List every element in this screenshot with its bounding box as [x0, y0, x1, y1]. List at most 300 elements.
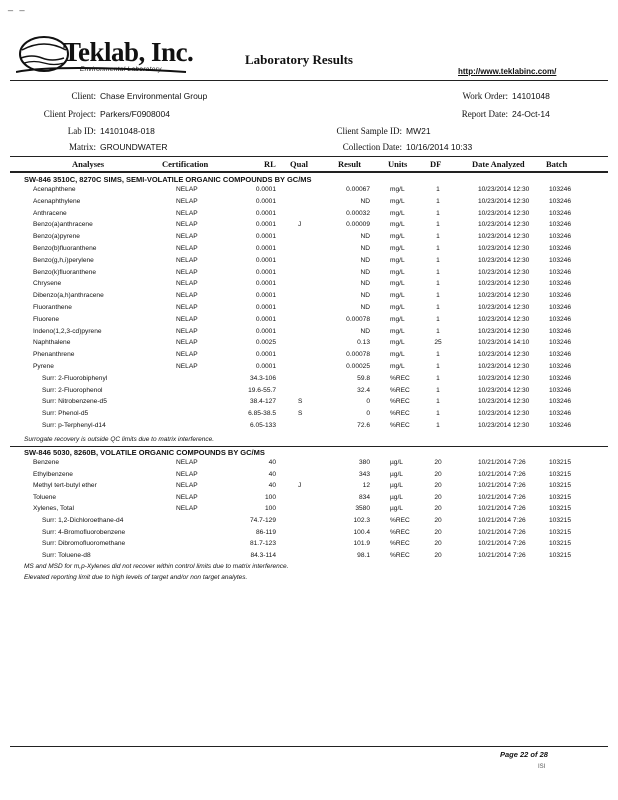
units-cell: mg/L — [390, 209, 405, 217]
units-cell: %REC — [390, 422, 410, 429]
df-cell: 1 — [436, 363, 440, 370]
units-cell: mg/L — [390, 233, 405, 241]
analyte-cell: Xylenes, Total — [33, 505, 74, 513]
units-cell: %REC — [390, 398, 410, 406]
batch-cell: 103246 — [549, 197, 572, 205]
batch-cell: 103246 — [549, 410, 572, 418]
certification-cell: NELAP — [176, 209, 198, 217]
rl-cell: 19.6-55.7 — [248, 386, 276, 394]
table-row — [0, 459, 618, 471]
rl-cell: 0.0001 — [255, 351, 276, 359]
certification-cell: NELAP — [176, 268, 198, 276]
certification-cell: NELAP — [176, 493, 198, 501]
rl-cell: 0.0001 — [255, 256, 276, 264]
col-units: Units — [388, 159, 408, 169]
df-cell: 1 — [436, 410, 440, 418]
units-cell: mg/L — [390, 221, 405, 229]
rl-cell: 86-119 — [255, 528, 276, 536]
analyte-cell: Benzo(a)pyrene — [33, 233, 80, 241]
units-cell: %REC — [390, 551, 410, 559]
column-header-top-rule — [10, 156, 608, 157]
rl-cell: 0.0001 — [255, 221, 276, 229]
col-df: DF — [430, 159, 442, 169]
col-batch: Batch — [546, 159, 568, 169]
df-cell: 20 — [434, 551, 442, 559]
df-cell: 1 — [436, 268, 440, 276]
date-analyzed-cell: 10/21/2014 7:26 — [478, 551, 526, 559]
units-cell: mg/L — [390, 304, 405, 311]
batch-cell: 103246 — [549, 315, 572, 323]
batch-cell: 103246 — [549, 280, 572, 288]
rl-cell: 0.0001 — [255, 304, 276, 311]
df-cell: 25 — [434, 339, 442, 347]
df-cell: 20 — [434, 470, 442, 478]
analyte-cell: Surr: 2-Fluorophenol — [42, 386, 103, 394]
table-row — [0, 316, 618, 328]
units-cell: mg/L — [390, 339, 405, 347]
date-analyzed-cell: 10/23/2014 12:30 — [478, 186, 530, 193]
date-analyzed-cell: 10/21/2014 7:26 — [478, 517, 526, 524]
df-cell: 1 — [436, 186, 440, 193]
batch-cell: 103246 — [549, 292, 572, 300]
col-date-analyzed: Date Analyzed — [472, 159, 525, 169]
analyte-cell: Surr: Nitrobenzene-d5 — [42, 398, 107, 406]
date-analyzed-cell: 10/23/2014 12:30 — [478, 398, 530, 406]
rl-cell: 6.05-133 — [249, 422, 276, 429]
analyte-cell: Dibenzo(a,h)anthracene — [33, 292, 104, 300]
certification-cell: NELAP — [176, 363, 198, 370]
analyte-cell: Benzo(k)fluoranthene — [33, 268, 97, 276]
result-cell: 0.00032 — [346, 209, 370, 217]
result-cell: ND — [360, 197, 370, 205]
units-cell: µg/L — [390, 459, 403, 466]
batch-cell: 103215 — [549, 540, 572, 548]
certification-cell: NELAP — [176, 186, 198, 193]
batch-cell: 103246 — [549, 422, 572, 429]
matrix-label: Matrix: — [69, 142, 96, 152]
rl-cell: 38.4-127 — [249, 398, 276, 406]
units-cell: µg/L — [390, 505, 403, 513]
result-cell: 98.1 — [357, 551, 370, 559]
date-analyzed-cell: 10/21/2014 7:26 — [478, 493, 526, 501]
df-cell: 1 — [436, 197, 440, 205]
analyte-cell: Phenanthrene — [33, 351, 75, 359]
date-analyzed-cell: 10/21/2014 7:26 — [478, 470, 526, 478]
result-cell: 380 — [358, 459, 370, 466]
result-cell: 102.3 — [353, 517, 370, 524]
batch-cell: 103246 — [549, 351, 572, 359]
analyte-cell: Ethylbenzene — [33, 470, 73, 478]
date-analyzed-cell: 10/23/2014 12:30 — [478, 245, 530, 252]
units-cell: %REC — [390, 386, 410, 394]
rl-cell: 0.0001 — [255, 268, 276, 276]
certification-cell: NELAP — [176, 327, 198, 335]
analyte-cell: Toluene — [33, 493, 57, 501]
date-analyzed-cell: 10/23/2014 12:30 — [478, 292, 530, 300]
date-analyzed-cell: 10/23/2014 12:30 — [478, 351, 530, 359]
result-cell: 32.4 — [357, 386, 370, 394]
table-row — [0, 304, 618, 316]
rl-cell: 0.0025 — [255, 339, 276, 347]
df-cell: 20 — [434, 482, 442, 490]
units-cell: %REC — [390, 410, 410, 418]
df-cell: 1 — [436, 256, 440, 264]
result-cell: ND — [360, 256, 370, 264]
result-cell: 72.6 — [357, 422, 370, 429]
date-analyzed-cell: 10/23/2014 14:10 — [478, 339, 530, 347]
batch-cell: 103246 — [549, 221, 572, 229]
rl-cell: 0.0001 — [255, 209, 276, 217]
analyte-cell: Acenaphthene — [33, 186, 76, 193]
result-cell: ND — [360, 245, 370, 252]
surrogate-row — [0, 410, 618, 422]
result-cell: 343 — [358, 470, 370, 478]
certification-cell: NELAP — [176, 351, 198, 359]
table-row — [0, 221, 618, 233]
batch-cell: 103246 — [549, 339, 572, 347]
rl-cell: 0.0001 — [255, 197, 276, 205]
df-cell: 1 — [436, 374, 440, 382]
certification-cell: NELAP — [176, 233, 198, 241]
date-analyzed-cell: 10/23/2014 12:30 — [478, 327, 530, 335]
date-analyzed-cell: 10/23/2014 12:30 — [478, 422, 530, 429]
client-sample-id-value: MW21 — [406, 126, 431, 136]
rl-cell: 0.0001 — [255, 245, 276, 252]
df-cell: 20 — [434, 505, 442, 513]
certification-cell: NELAP — [176, 459, 198, 466]
table-row — [0, 257, 618, 269]
collection-date-value: 10/16/2014 10:33 — [406, 142, 473, 152]
df-cell: 1 — [436, 327, 440, 335]
units-cell: mg/L — [390, 327, 405, 335]
logo-name: Teklab, Inc. — [63, 37, 194, 67]
df-cell: 20 — [434, 517, 442, 524]
page-title: Laboratory Results — [245, 52, 353, 67]
batch-cell: 103215 — [549, 470, 572, 478]
table-row — [0, 328, 618, 340]
date-analyzed-cell: 10/21/2014 7:26 — [478, 459, 526, 466]
result-cell: 0 — [366, 398, 370, 406]
result-cell: 100.4 — [353, 528, 370, 536]
batch-cell: 103246 — [549, 268, 572, 276]
units-cell: mg/L — [390, 197, 405, 205]
surrogate-row — [0, 529, 618, 541]
rl-cell: 40 — [268, 470, 276, 478]
units-cell: mg/L — [390, 256, 405, 264]
df-cell: 1 — [436, 221, 440, 229]
result-cell: 3580 — [355, 505, 370, 513]
table-row — [0, 482, 618, 494]
rl-cell: 0.0001 — [255, 233, 276, 241]
qual-cell: S — [298, 398, 303, 406]
work-order-value: 14101048 — [512, 91, 550, 101]
analyte-cell: Fluorene — [33, 315, 60, 323]
result-cell: 0.00009 — [346, 221, 370, 229]
table-row — [0, 280, 618, 292]
batch-cell: 103215 — [549, 551, 572, 559]
units-cell: mg/L — [390, 363, 405, 370]
df-cell: 20 — [434, 493, 442, 501]
rl-cell: 40 — [268, 459, 276, 466]
analyte-cell: Methyl tert-butyl ether — [33, 482, 97, 490]
result-cell: 0.00067 — [346, 186, 370, 193]
batch-cell: 103246 — [549, 256, 572, 264]
table-row — [0, 233, 618, 245]
analyte-cell: Benzene — [33, 459, 60, 466]
date-analyzed-cell: 10/21/2014 7:26 — [478, 482, 526, 490]
date-analyzed-cell: 10/21/2014 7:26 — [478, 528, 526, 536]
result-cell: 0 — [366, 410, 370, 418]
footer-rule — [10, 746, 608, 747]
batch-cell: 103246 — [549, 245, 572, 252]
analyte-cell: Surr: Phenol-d5 — [42, 410, 89, 418]
result-cell: 0.00078 — [346, 315, 370, 323]
analyte-cell: Acenaphthylene — [33, 197, 81, 205]
date-analyzed-cell: 10/23/2014 12:30 — [478, 209, 530, 217]
date-analyzed-cell: 10/21/2014 7:26 — [478, 505, 526, 513]
batch-cell: 103246 — [549, 398, 572, 406]
units-cell: mg/L — [390, 351, 405, 359]
table-row — [0, 186, 618, 198]
batch-cell: 103246 — [549, 186, 572, 193]
table-row — [0, 351, 618, 363]
certification-cell: NELAP — [176, 256, 198, 264]
certification-cell: NELAP — [176, 280, 198, 288]
result-cell: 0.13 — [357, 339, 370, 347]
table-row — [0, 471, 618, 483]
rl-cell: 0.0001 — [255, 315, 276, 323]
df-cell: 1 — [436, 280, 440, 288]
surrogate-row — [0, 422, 618, 434]
date-analyzed-cell: 10/23/2014 12:30 — [478, 233, 530, 241]
analyte-cell: Naphthalene — [33, 339, 71, 347]
rl-cell: 0.0001 — [255, 363, 276, 370]
matrix-value: GROUNDWATER — [100, 142, 168, 152]
page-number: Page 22 of 28 — [500, 750, 548, 759]
website-link[interactable]: http://www.teklabinc.com/ — [458, 67, 557, 76]
lab-id-label: Lab ID: — [67, 126, 96, 136]
units-cell: mg/L — [390, 186, 405, 193]
rl-cell: 100 — [264, 505, 276, 513]
batch-cell: 103215 — [549, 459, 572, 466]
date-analyzed-cell: 10/23/2014 12:30 — [478, 386, 530, 394]
collection-date-label: Collection Date: — [342, 142, 402, 152]
result-cell: 59.8 — [357, 374, 370, 382]
date-analyzed-cell: 10/23/2014 12:30 — [478, 410, 530, 418]
batch-cell: 103246 — [549, 386, 572, 394]
section-divider — [10, 446, 608, 447]
analyte-cell: Surr: p-Terphenyl-d14 — [42, 422, 106, 429]
table-row — [0, 198, 618, 210]
table-row — [0, 245, 618, 257]
units-cell: %REC — [390, 540, 410, 548]
date-analyzed-cell: 10/23/2014 12:30 — [478, 374, 530, 382]
rl-cell: 74.7-129 — [249, 517, 276, 524]
section-title-svoc: SW-846 3510C, 8270C SIMS, SEMI-VOLATILE ORGANIC COMPOUNDS BY GC/MS — [24, 175, 312, 184]
rl-cell: 34.3-106 — [249, 374, 276, 382]
batch-cell: 103215 — [549, 528, 572, 536]
client-project-label: Client Project: — [43, 109, 96, 119]
surrogate-row — [0, 540, 618, 552]
rl-cell: 81.7-123 — [249, 540, 276, 548]
certification-cell: NELAP — [176, 292, 198, 300]
batch-cell: 103215 — [549, 517, 572, 524]
batch-cell: 103246 — [549, 374, 572, 382]
df-cell: 1 — [436, 398, 440, 406]
result-cell: ND — [360, 327, 370, 335]
certification-cell: NELAP — [176, 304, 198, 311]
batch-cell: 103246 — [549, 327, 572, 335]
certification-cell: NELAP — [176, 470, 198, 478]
voc-note-1: MS and MSD for m,p-Xylenes did not recover within control limits due to matrix interference. — [24, 563, 289, 570]
certification-cell: NELAP — [176, 197, 198, 205]
client-label: Client: — [71, 91, 96, 101]
units-cell: mg/L — [390, 245, 405, 252]
table-row — [0, 210, 618, 222]
result-cell: 0.00078 — [346, 351, 370, 359]
batch-cell: 103215 — [549, 505, 572, 513]
top-mark: _ _ — [8, 1, 27, 11]
table-row — [0, 494, 618, 506]
analyte-cell: Surr: Toluene-d8 — [42, 551, 91, 559]
surrogate-row — [0, 552, 618, 564]
units-cell: mg/L — [390, 280, 405, 288]
surrogate-row — [0, 387, 618, 399]
df-cell: 1 — [436, 233, 440, 241]
surrogate-row — [0, 517, 618, 529]
client-value: Chase Environmental Group — [100, 91, 208, 101]
table-row — [0, 269, 618, 281]
certification-cell: NELAP — [176, 221, 198, 229]
analyte-cell: Surr: 1,2-Dichloroethane-d4 — [42, 517, 124, 524]
rl-cell: 6.85-38.5 — [248, 410, 276, 418]
batch-cell: 103246 — [549, 304, 572, 311]
df-cell: 1 — [436, 304, 440, 311]
rl-cell: 84.3-114 — [250, 551, 276, 559]
units-cell: %REC — [390, 374, 410, 382]
batch-cell: 103215 — [549, 482, 572, 490]
col-rl: RL — [264, 159, 276, 169]
result-cell: ND — [360, 292, 370, 300]
analyte-cell: Fluoranthene — [33, 304, 72, 311]
df-cell: 20 — [434, 459, 442, 466]
df-cell: 1 — [436, 209, 440, 217]
logo-subtitle: Environmental Laboratory — [80, 66, 162, 73]
date-analyzed-cell: 10/23/2014 12:30 — [478, 221, 530, 229]
table-row — [0, 292, 618, 304]
table-row — [0, 505, 618, 517]
date-analyzed-cell: 10/23/2014 12:30 — [478, 268, 530, 276]
analyte-cell: Benzo(a)anthracene — [33, 221, 93, 229]
date-analyzed-cell: 10/23/2014 12:30 — [478, 363, 530, 370]
date-analyzed-cell: 10/23/2014 12:30 — [478, 315, 530, 323]
batch-cell: 103246 — [549, 363, 572, 370]
batch-cell: 103246 — [549, 233, 572, 241]
df-cell: 20 — [434, 540, 442, 548]
col-result: Result — [338, 159, 362, 169]
units-cell: µg/L — [390, 482, 403, 490]
certification-cell: NELAP — [176, 315, 198, 323]
rl-cell: 40 — [268, 482, 276, 490]
qual-cell: J — [298, 221, 302, 229]
df-cell: 1 — [436, 422, 440, 429]
date-analyzed-cell: 10/23/2014 12:30 — [478, 304, 530, 311]
rl-cell: 0.0001 — [255, 280, 276, 288]
header-divider — [10, 80, 608, 81]
units-cell: µg/L — [390, 493, 403, 501]
result-cell: 0.00025 — [346, 363, 370, 370]
analyte-cell: Surr: 4-Bromofluorobenzene — [42, 528, 126, 536]
col-analyses: Analyses — [72, 159, 105, 169]
date-analyzed-cell: 10/21/2014 7:26 — [478, 540, 526, 548]
svoc-note: Surrogate recovery is outside QC limits due to matrix interference. — [24, 436, 215, 443]
client-sample-id-label: Client Sample ID: — [336, 126, 402, 136]
rl-cell: 0.0001 — [255, 327, 276, 335]
analyte-cell: Pyrene — [33, 363, 54, 370]
result-cell: ND — [360, 280, 370, 288]
qual-cell: S — [298, 410, 303, 418]
df-cell: 1 — [436, 292, 440, 300]
result-cell: ND — [360, 233, 370, 241]
column-header-bottom-rule — [10, 171, 608, 173]
analyte-cell: Indeno(1,2,3-cd)pyrene — [33, 327, 102, 335]
units-cell: mg/L — [390, 268, 405, 276]
col-qual: Qual — [290, 159, 308, 169]
analyte-cell: Chrysene — [33, 280, 62, 288]
analyte-cell: Surr: Dibromofluoromethane — [42, 540, 126, 548]
analyte-cell: Benzo(g,h,i)perylene — [33, 256, 94, 264]
certification-cell: NELAP — [176, 245, 198, 252]
lab-id-value: 14101048-018 — [100, 126, 155, 136]
section-title-voc: SW-846 5030, 8260B, VOLATILE ORGANIC COMPOUNDS BY GC/MS — [24, 448, 265, 457]
df-cell: 1 — [436, 351, 440, 359]
voc-note-2: Elevated reporting limit due to high levels of target and/or non target analytes. — [24, 574, 248, 581]
report-date-value: 24-Oct-14 — [512, 109, 550, 119]
batch-cell: 103246 — [549, 209, 572, 217]
work-order-label: Work Order: — [462, 91, 508, 101]
certification-cell: NELAP — [176, 339, 198, 347]
qual-cell: J — [298, 482, 302, 490]
units-cell: mg/L — [390, 315, 405, 323]
analyte-cell: Benzo(b)fluoranthene — [33, 245, 97, 252]
units-cell: %REC — [390, 517, 410, 524]
analyte-cell: Anthracene — [33, 209, 67, 217]
df-cell: 1 — [436, 386, 440, 394]
result-cell: 101.9 — [353, 540, 370, 548]
certification-cell: NELAP — [176, 482, 198, 490]
rl-cell: 0.0001 — [255, 292, 276, 300]
date-analyzed-cell: 10/23/2014 12:30 — [478, 280, 530, 288]
result-cell: 12 — [362, 482, 370, 490]
units-cell: %REC — [390, 528, 410, 536]
units-cell: mg/L — [390, 292, 405, 300]
reviewer-initials: ISI — [538, 764, 546, 770]
result-cell: ND — [360, 304, 370, 311]
table-row — [0, 339, 618, 351]
batch-cell: 103215 — [549, 493, 572, 501]
date-analyzed-cell: 10/23/2014 12:30 — [478, 197, 530, 205]
result-cell: 834 — [358, 493, 370, 501]
date-analyzed-cell: 10/23/2014 12:30 — [478, 256, 530, 264]
surrogate-row — [0, 398, 618, 410]
df-cell: 1 — [436, 245, 440, 252]
df-cell: 1 — [436, 315, 440, 323]
client-project-value: Parkers/F0908004 — [100, 109, 170, 119]
report-date-label: Report Date: — [461, 109, 508, 119]
surrogate-row — [0, 375, 618, 387]
rl-cell: 100 — [264, 493, 276, 501]
col-certification: Certification — [162, 159, 209, 169]
